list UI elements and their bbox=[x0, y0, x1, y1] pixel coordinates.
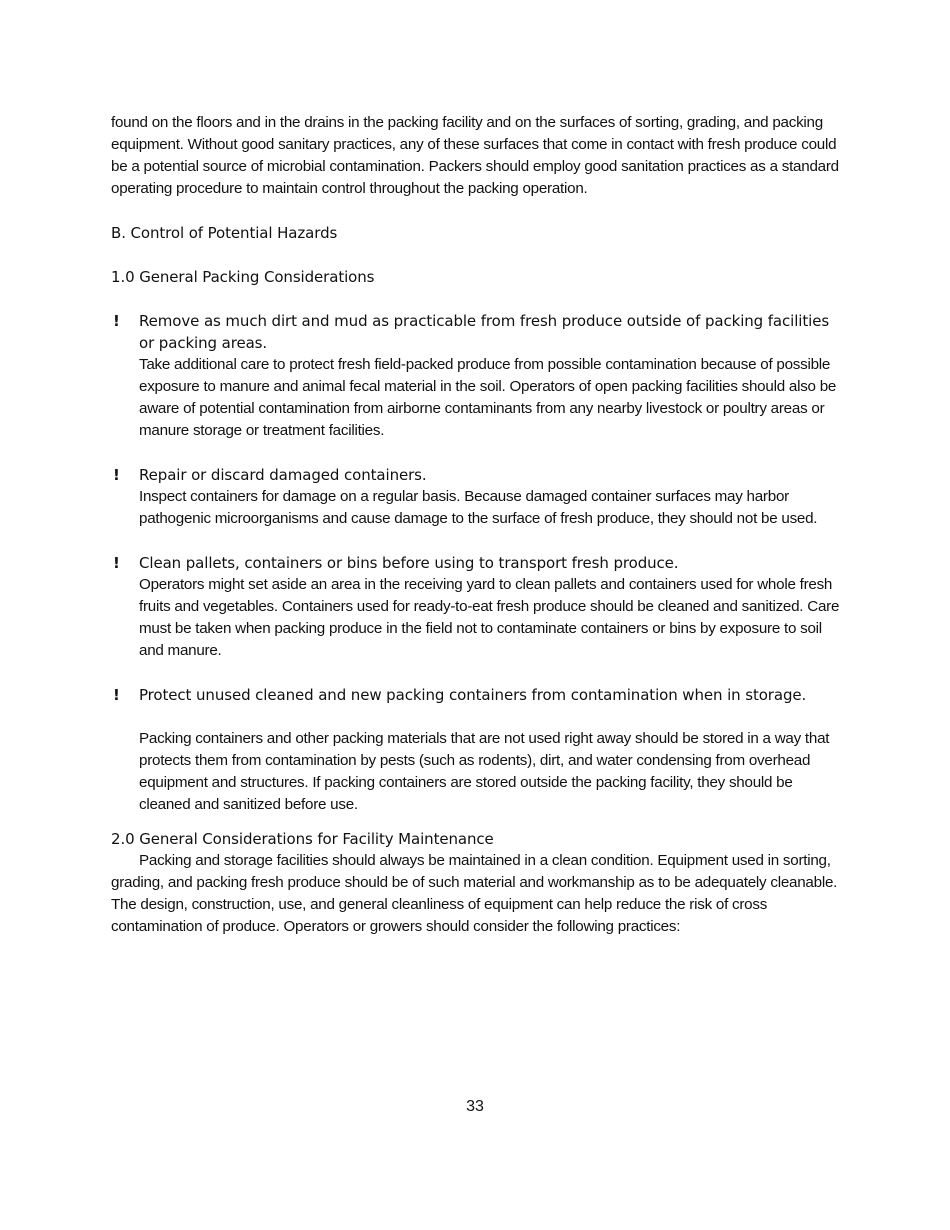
page-number: 33 bbox=[466, 1098, 484, 1115]
bullet-body: Packing containers and other packing materials that are not used right away should be stored in a way that protects them from contamination by pests (such as rodents), dirt, and water condensing from overhead equipment and structures. If packing containers are stored outside the packing facility, they should be cleaned and sanitized before use. bbox=[139, 730, 830, 813]
bullet-title: Repair or discard damaged containers. bbox=[139, 466, 427, 484]
exclamation-bullet-icon: ! bbox=[113, 554, 120, 572]
bullet-item-repair-containers bbox=[111, 464, 841, 530]
bullet-body: Operators might set aside an area in the receiving yard to clean pallets and containers used for whole fresh fruits and vegetables. Containers used for ready-to-eat fresh produce should be cleaned and sanitized. Care must be taken when packing produce in the field not to contaminate containers or bins by exposure to soil and manure. bbox=[139, 576, 840, 659]
bullet-title: Protect unused cleaned and new packing containers from contamination when in storage. bbox=[139, 686, 807, 704]
bullet-title: Remove as much dirt and mud as practicable from fresh produce outside of packing facilities or packing areas. bbox=[139, 312, 830, 352]
section-2-paragraph: Packing and storage facilities should always be maintained in a clean condition. Equipment used in sorting, grading, and packing fresh produce should be of such material and workmanship as to be adequately cleanable. The design, construction, use, and general cleanliness of equipment can help reduce the risk of cross contamination of produce. Operators or growers should consider the following practices: bbox=[111, 852, 838, 935]
intro-paragraph: found on the floors and in the drains in the packing facility and on the surfaces of sorting, grading, and packing equipment. Without good sanitary practices, any of these surfaces that come in contact with fresh produce could be a potential source of microbial contamination. Packers should employ good sanitation practices as a standard operating procedure to maintain control throughout the packing operation. bbox=[111, 114, 839, 197]
bullet-item-clean-pallets bbox=[111, 552, 841, 662]
exclamation-bullet-icon: ! bbox=[113, 466, 120, 484]
exclamation-bullet-icon: ! bbox=[113, 686, 120, 704]
bullet-body: Take additional care to protect fresh field-packed produce from possible contamination because of possible exposure to manure and animal fecal material in the soil. Operators of open packing facilities should also be aware of potential contamination from airborne contaminants from any nearby livestock or poultry areas or manure storage or treatment facilities. bbox=[139, 356, 837, 439]
section-b-heading: B. Control of Potential Hazards bbox=[111, 224, 338, 242]
bullet-item-protect-containers bbox=[111, 684, 841, 816]
bullet-title: Clean pallets, containers or bins before using to transport fresh produce. bbox=[139, 554, 679, 572]
bullet-item-remove-dirt bbox=[111, 310, 841, 442]
document-page bbox=[111, 112, 841, 938]
section-2-heading: 2.0 General Considerations for Facility Maintenance bbox=[111, 830, 494, 848]
bullet-body: Inspect containers for damage on a regular basis. Because damaged container surfaces may harbor pathogenic microorganisms and cause damage to the surface of fresh produce, they should not be used. bbox=[139, 488, 818, 527]
exclamation-bullet-icon: ! bbox=[113, 312, 120, 330]
section-1-heading: 1.0 General Packing Considerations bbox=[111, 268, 375, 286]
